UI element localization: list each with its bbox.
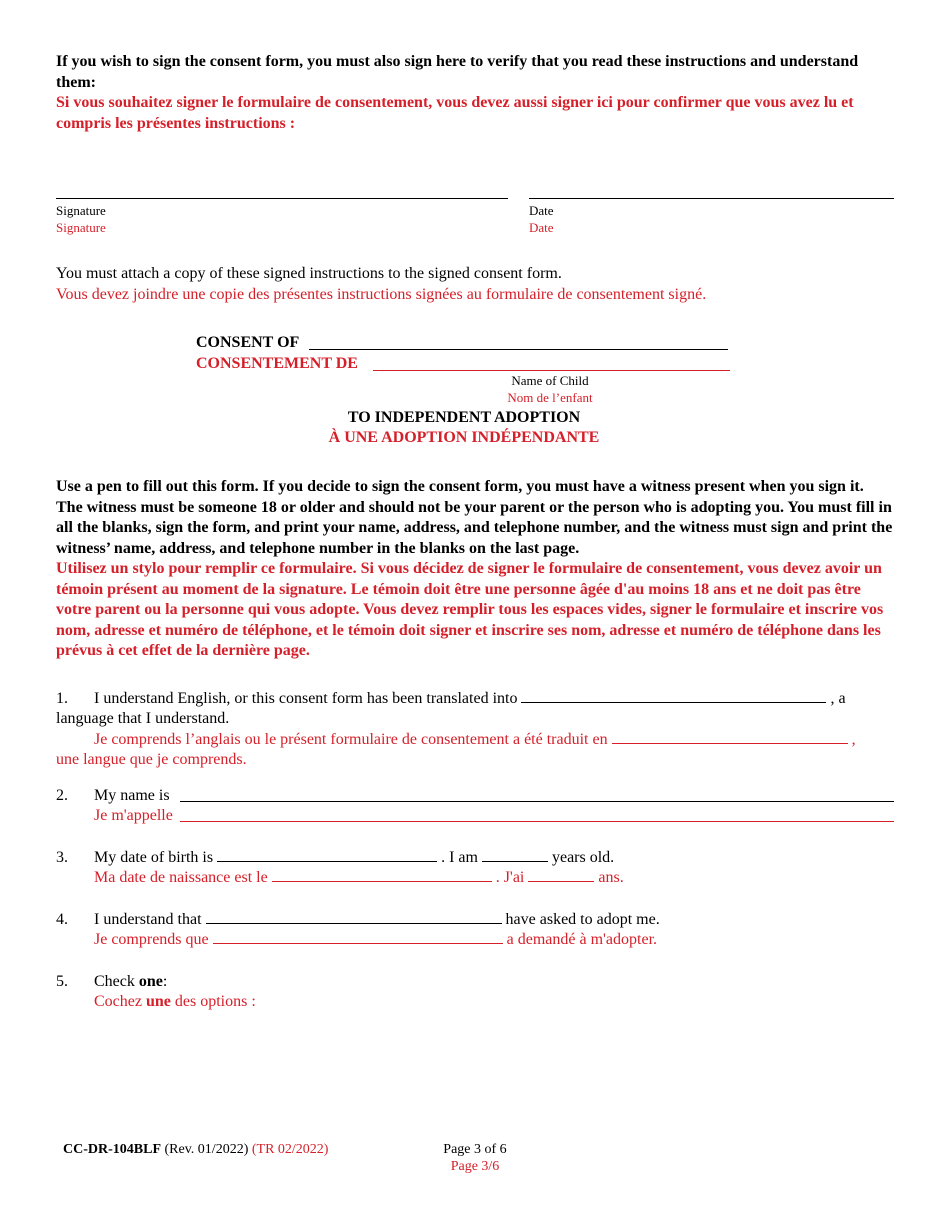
item-1-number: 1. xyxy=(56,690,68,707)
form-id-line xyxy=(63,1141,328,1158)
item-4-number: 4. xyxy=(56,911,68,928)
consent-of-label: CONSENT OF xyxy=(196,334,300,351)
date-label-fr: Date xyxy=(529,220,554,235)
consent-title-fr: À UNE ADOPTION INDÉPENDANTE xyxy=(328,429,600,446)
age-blank[interactable] xyxy=(482,848,548,862)
item-2-number: 2. xyxy=(56,787,68,804)
birth-date-blank-fr xyxy=(272,868,492,882)
child-name-caption: Name of Child xyxy=(511,373,589,388)
signature-label: Signature xyxy=(56,203,106,218)
intro-english: If you wish to sign the consent form, you must also sign here to verify that you read these instructions and understand them: xyxy=(56,53,859,91)
date-line[interactable] xyxy=(529,198,894,199)
language-blank[interactable] xyxy=(521,689,826,703)
attach-notice: You must attach a copy of these signed instructions to the signed consent form. xyxy=(56,265,562,282)
item-5-french: Cochez une des options : xyxy=(94,993,256,1010)
date-label: Date xyxy=(529,203,554,218)
birth-date-blank[interactable] xyxy=(217,848,437,862)
name-line[interactable] xyxy=(180,801,894,802)
item-4-french: Je comprends que a demandé à m'adopter. xyxy=(94,931,658,948)
item-1-english: I understand English, or this consent form has been translated into , a xyxy=(94,690,846,707)
item-5-english: Check one: xyxy=(94,973,168,990)
consent-of-label-fr: CONSENTEMENT DE xyxy=(196,355,358,372)
item-1-french: Je comprends l’anglais ou le présent formulaire de consentement a été traduit en , xyxy=(94,731,856,748)
language-blank-fr xyxy=(612,730,848,744)
page-number: Page 3 of 6 xyxy=(443,1142,507,1157)
page-number-fr: Page 3/6 xyxy=(450,1159,500,1174)
revision: (Rev. 01/2022) xyxy=(164,1142,249,1157)
child-name-caption-fr: Nom de l’enfant xyxy=(507,390,593,405)
instructions-english: Use a pen to fill out this form. If you decide to sign the consent form, you must have a witness present when you sign it. The witness must be someone 18 or older and should not be your parent or the person who is adopting you. You must fill in all the blanks, sign the form, and print your name, address, and telephone number, and the witness must sign and print the witness’ name, address, and telephone number in the blanks on the last page. xyxy=(56,478,893,557)
item-3-number: 3. xyxy=(56,849,68,866)
form-id: CC-DR-104BLF xyxy=(63,1142,161,1157)
translation-revision: (TR 02/2022) xyxy=(251,1142,329,1157)
attach-notice-fr: Vous devez joindre une copie des présentes instructions signées au formulaire de consentement signé. xyxy=(56,286,707,303)
item-2-french: Je m'appelle xyxy=(94,807,173,824)
item-2-english: My name is xyxy=(94,787,170,804)
age-blank-fr xyxy=(528,868,594,882)
adopter-name-blank-fr xyxy=(213,930,503,944)
child-name-line-fr xyxy=(373,370,730,371)
item-3-french: Ma date de naissance est le . J'ai ans. xyxy=(94,869,624,886)
signature-label-fr: Signature xyxy=(56,220,106,235)
child-name-line[interactable] xyxy=(309,349,728,350)
name-line-fr xyxy=(180,821,894,822)
item-1-english-cont: language that I understand. xyxy=(56,710,230,727)
item-3-english: My date of birth is . I am years old. xyxy=(94,849,615,866)
signature-line[interactable] xyxy=(56,198,508,199)
instructions-french: Utilisez un stylo pour remplir ce formulaire. Si vous décidez de signer le formulaire de consentement, vous devez avoir un témoin présent au moment de la signature. Le témoin doit être une personne âgée d'au moins 18 ans et ne doit pas être votre parent ou la personne qui vous adopte. Vous devez remplir tous les espaces vides, signer le formulaire et inscrire vos nom, adresse et numéro de téléphone, et le témoin doit signer et inscrire ses nom, adresse et numéro de téléphone dans les prévus à cet effet de la dernière page. xyxy=(56,560,884,659)
consent-title: TO INDEPENDENT ADOPTION xyxy=(347,409,581,426)
intro-french: Si vous souhaitez signer le formulaire de consentement, vous devez aussi signer ici pour confirmer que vous avez lu et compris les présentes instructions : xyxy=(56,94,854,132)
adopter-name-blank[interactable] xyxy=(206,910,502,924)
item-4-english: I understand that have asked to adopt me. xyxy=(94,911,660,928)
item-1-french-cont: une langue que je comprends. xyxy=(56,751,247,768)
item-5-number: 5. xyxy=(56,973,68,990)
